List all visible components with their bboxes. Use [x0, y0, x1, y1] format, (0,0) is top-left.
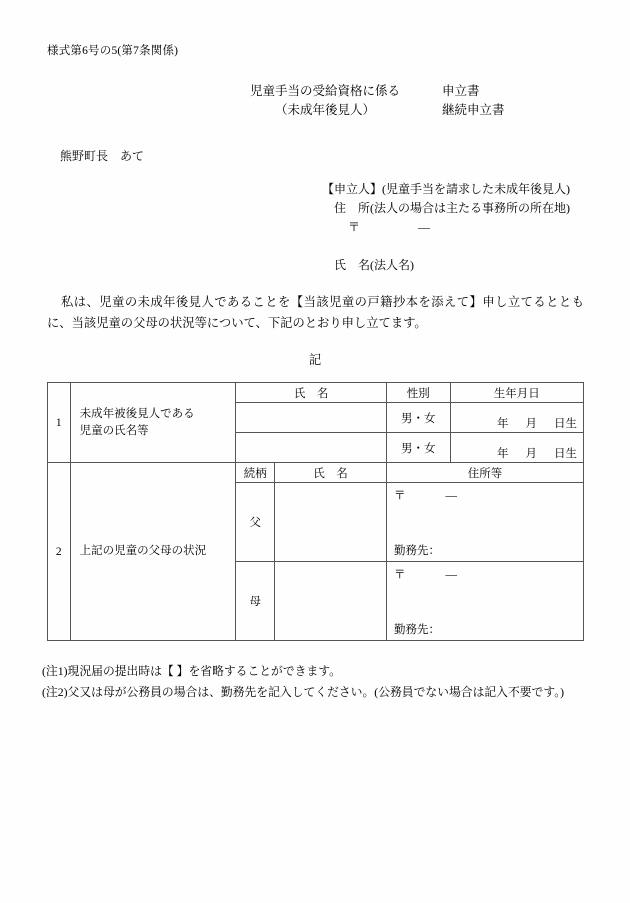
- applicant-heading: 【申立人】(児童手当を請求した未成年後見人): [322, 182, 570, 196]
- section1-number: 1: [48, 383, 71, 463]
- form-table: [47, 382, 584, 641]
- section1-header-name: 氏 名: [236, 383, 387, 403]
- section1-label-line1: 未成年被後見人である: [79, 407, 195, 420]
- father-address-field[interactable]: [387, 483, 584, 562]
- section2-header-address: 住所等: [387, 463, 584, 483]
- father-relation: 父: [236, 483, 275, 562]
- father-postal-line: [394, 487, 457, 503]
- postal-mark-icon: 〒: [348, 220, 361, 234]
- applicant-postal-dash: ―: [418, 220, 431, 234]
- section1-label-line2: 児童の氏名等: [79, 424, 149, 437]
- applicant-postal-line: [322, 218, 570, 237]
- applicant-address-label: 住 所(法人の場合は主たる事務所の所在地): [334, 201, 570, 215]
- form-table-wrapper: [47, 382, 584, 641]
- child1-dob-month: 月: [525, 418, 537, 430]
- table-row: [48, 463, 584, 483]
- postal-mark-icon: 〒: [394, 569, 406, 581]
- child1-sex-field[interactable]: 男・女: [387, 403, 451, 433]
- section1-label: [70, 383, 236, 463]
- child1-dob-inner: [497, 415, 577, 431]
- table-row: [48, 383, 584, 403]
- postal-mark-icon: 〒: [394, 490, 406, 502]
- child2-name-field[interactable]: [236, 433, 387, 463]
- title-main-line2: （未成年後見人）: [274, 103, 375, 117]
- document-title: [230, 82, 590, 120]
- section2-header-relation: 続柄: [236, 463, 275, 483]
- section2-label: 上記の児童の父母の状況: [70, 463, 236, 641]
- addressee: 熊野町長 あて: [60, 149, 145, 163]
- title-type-moushitate: 申立書: [442, 84, 480, 98]
- mother-postal-line: [394, 566, 457, 582]
- child1-dob-field[interactable]: [450, 403, 584, 433]
- child1-name-field[interactable]: [236, 403, 387, 433]
- ki-marker: 記: [308, 353, 322, 367]
- title-main-line1: 児童手当の受給資格に係る: [249, 84, 400, 98]
- child1-dob-year: 年: [497, 418, 509, 430]
- applicant-spacer: [322, 237, 570, 256]
- child1-dob-day: 日生: [554, 418, 577, 430]
- footnotes: [42, 661, 564, 703]
- applicant-name-label: 氏 名(法人名): [334, 258, 414, 272]
- mother-address-field[interactable]: [387, 562, 584, 641]
- child2-dob-field[interactable]: [450, 433, 584, 463]
- child2-dob-month: 月: [525, 448, 537, 460]
- child2-dob-day: 日生: [554, 448, 577, 460]
- father-name-field[interactable]: [275, 483, 387, 562]
- statement-text: 私は、児童の未成年後見人であることを【当該児童の戸籍抄本を添えて】申し立てるとともに、当該児童の父母の状況等について、下記のとおり申し立てます。: [47, 295, 584, 330]
- child2-dob-inner: [497, 445, 577, 461]
- mother-workplace-label: 勤務先：: [394, 624, 440, 636]
- section1-header-sex: 性別: [387, 383, 451, 403]
- title-type-keizoku: 継続申立書: [442, 103, 505, 117]
- title-document-type: [442, 82, 505, 120]
- footnote-2: (注2)父又は母が公務員の場合は、勤務先を記入してください。(公務員でない場合は記入不要です。): [42, 685, 565, 699]
- father-postal-dash: ―: [445, 490, 457, 502]
- mother-relation: 母: [236, 562, 275, 641]
- child2-dob-year: 年: [497, 448, 509, 460]
- section1-header-dob: 生年月日: [450, 383, 584, 403]
- form-code: 様式第6号の5(第7条関係): [47, 45, 179, 57]
- father-workplace-label: 勤務先：: [394, 545, 440, 557]
- section2-number: 2: [48, 463, 71, 641]
- child2-sex-field[interactable]: 男・女: [387, 433, 451, 463]
- applicant-block: [322, 180, 570, 275]
- footnote-1: (注1)現況届の提出時は【 】を省略することができます。: [42, 664, 341, 678]
- mother-postal-dash: ―: [445, 569, 457, 581]
- mother-name-field[interactable]: [275, 562, 387, 641]
- title-main: [230, 82, 420, 120]
- section2-header-name: 氏 名: [275, 463, 387, 483]
